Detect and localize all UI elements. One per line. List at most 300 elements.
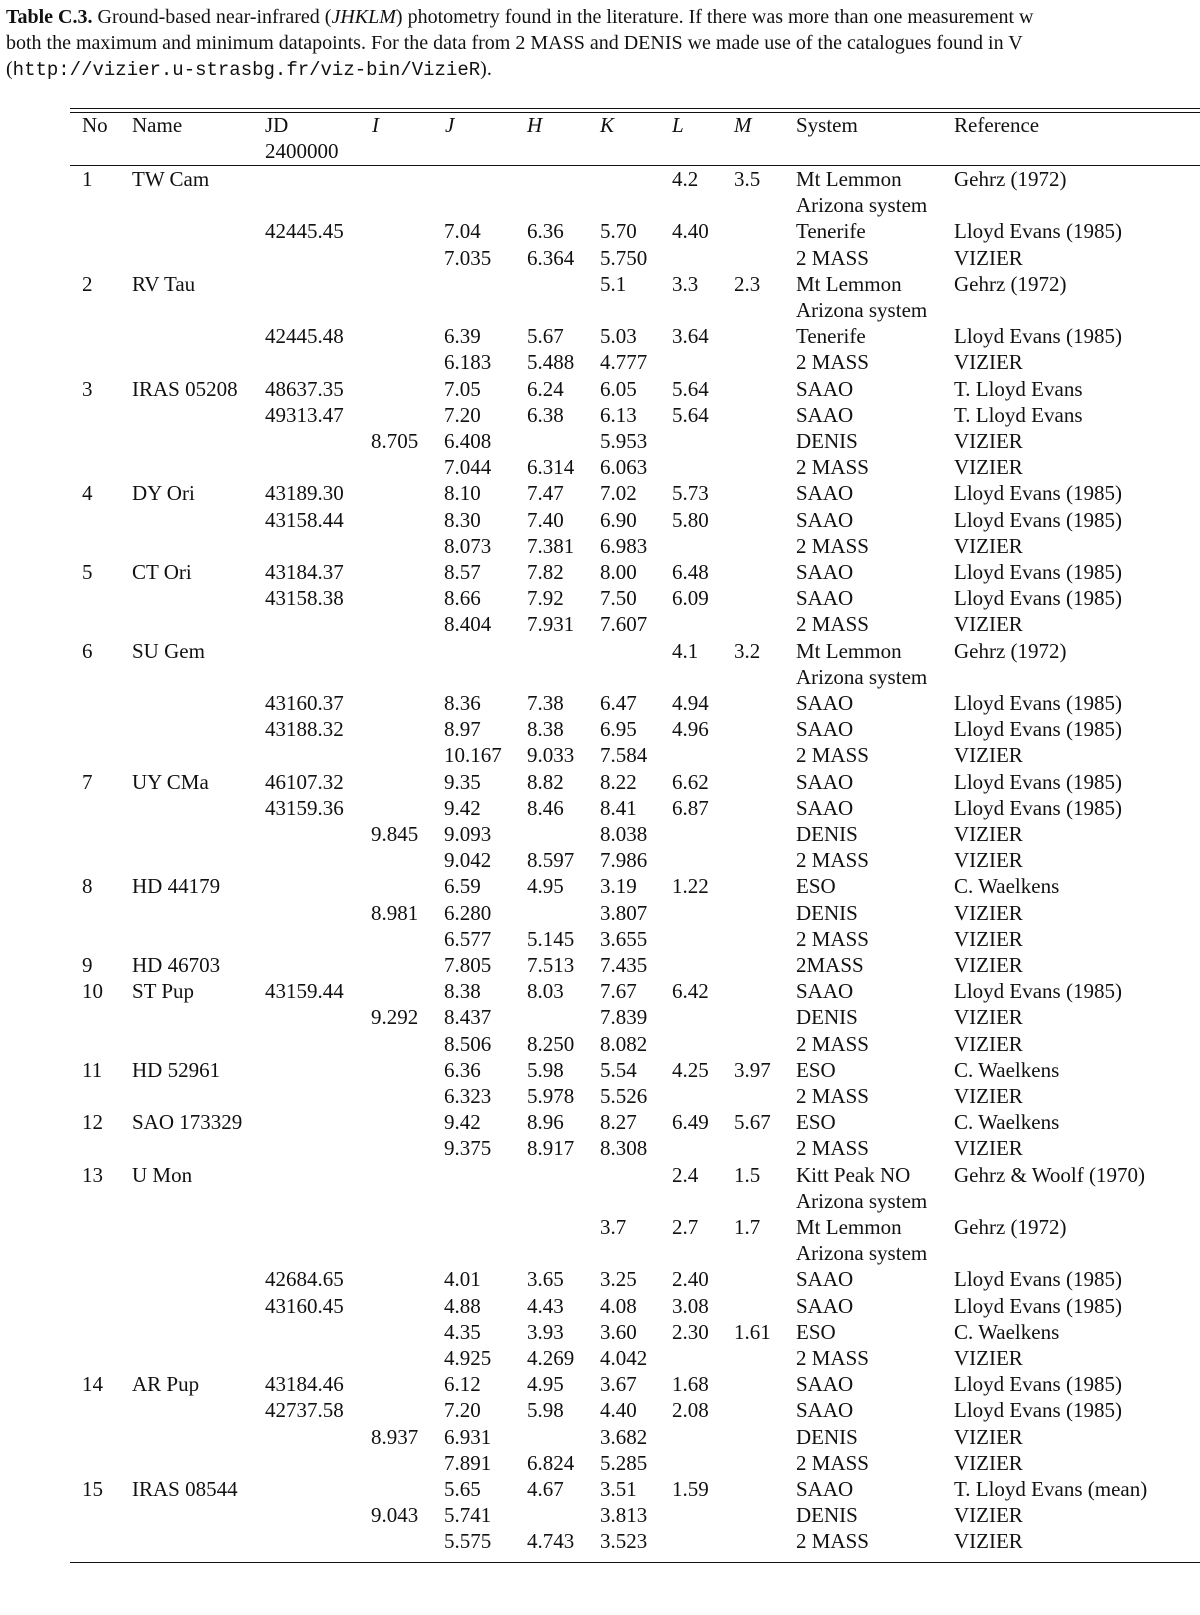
cell-h: 8.46 bbox=[527, 796, 564, 820]
cell-system: 2 MASS bbox=[796, 743, 869, 767]
cell-j: 6.280 bbox=[444, 901, 492, 925]
cell-k: 6.47 bbox=[600, 691, 637, 715]
cell-reference: VIZIER bbox=[954, 1503, 1023, 1527]
cell-j: 8.10 bbox=[444, 481, 481, 505]
caption-line-2: both the maximum and minimum datapoints. For the data from 2 MASS and DENIS we made use of the catalogues found in V bbox=[6, 32, 1023, 54]
cell-l: 4.1 bbox=[672, 639, 699, 663]
cell-m: 3.97 bbox=[734, 1058, 771, 1082]
cell-system: SAAO bbox=[796, 377, 854, 401]
caption-url[interactable]: http://vizier.u-strasbg.fr/viz-bin/VizieR bbox=[12, 59, 481, 81]
cell-reference: C. Waelkens bbox=[954, 874, 1060, 898]
cell-reference: T. Lloyd Evans bbox=[954, 377, 1083, 401]
cell-system: Arizona system bbox=[796, 1189, 928, 1213]
cell-k: 8.308 bbox=[600, 1136, 648, 1160]
cell-k: 5.54 bbox=[600, 1058, 637, 1082]
cell-j: 5.741 bbox=[444, 1503, 492, 1527]
cell-reference: VIZIER bbox=[954, 1136, 1023, 1160]
cell-jd: 43160.37 bbox=[265, 691, 344, 715]
cell-no: 6 bbox=[82, 639, 93, 663]
cell-k: 7.839 bbox=[600, 1005, 648, 1029]
cell-h: 8.597 bbox=[527, 848, 575, 872]
cell-h: 6.314 bbox=[527, 455, 575, 479]
cell-reference: VIZIER bbox=[954, 1005, 1023, 1029]
cell-system: 2 MASS bbox=[796, 1529, 869, 1553]
cell-l: 1.68 bbox=[672, 1372, 709, 1396]
cell-system: SAAO bbox=[796, 1372, 854, 1396]
cell-system: 2 MASS bbox=[796, 848, 869, 872]
cell-h: 8.250 bbox=[527, 1032, 575, 1056]
cell-h: 7.931 bbox=[527, 612, 575, 636]
cell-h: 8.03 bbox=[527, 979, 564, 1003]
cell-h: 7.47 bbox=[527, 481, 564, 505]
cell-m: 1.7 bbox=[734, 1215, 761, 1239]
cell-i: 9.043 bbox=[371, 1503, 419, 1527]
cell-l: 3.3 bbox=[672, 272, 699, 296]
cell-reference: Gehrz (1972) bbox=[954, 639, 1067, 663]
cell-j: 6.577 bbox=[444, 927, 492, 951]
cell-h: 6.38 bbox=[527, 403, 564, 427]
header-system: System bbox=[796, 113, 858, 137]
cell-reference: Lloyd Evans (1985) bbox=[954, 1267, 1122, 1291]
cell-reference: VIZIER bbox=[954, 743, 1023, 767]
cell-reference: Lloyd Evans (1985) bbox=[954, 324, 1122, 348]
cell-k: 5.1 bbox=[600, 272, 627, 296]
cell-name: TW Cam bbox=[132, 167, 210, 191]
cell-reference: Lloyd Evans (1985) bbox=[954, 1372, 1122, 1396]
cell-name: AR Pup bbox=[132, 1372, 200, 1396]
cell-reference: VIZIER bbox=[954, 848, 1023, 872]
cell-k: 5.03 bbox=[600, 324, 637, 348]
cell-l: 6.48 bbox=[672, 560, 709, 584]
cell-system: SAAO bbox=[796, 717, 854, 741]
cell-h: 4.95 bbox=[527, 1372, 564, 1396]
cell-j: 7.04 bbox=[444, 219, 481, 243]
header-jd: JD bbox=[265, 113, 289, 137]
cell-reference: VIZIER bbox=[954, 901, 1023, 925]
cell-h: 6.24 bbox=[527, 377, 564, 401]
cell-reference: Gehrz & Woolf (1970) bbox=[954, 1163, 1145, 1187]
cell-h: 6.36 bbox=[527, 219, 564, 243]
cell-jd: 43184.46 bbox=[265, 1372, 344, 1396]
cell-system: DENIS bbox=[796, 429, 858, 453]
cell-h: 5.978 bbox=[527, 1084, 575, 1108]
cell-m: 2.3 bbox=[734, 272, 761, 296]
cell-name: IRAS 05208 bbox=[132, 377, 238, 401]
cell-m: 1.5 bbox=[734, 1163, 761, 1187]
cell-jd: 46107.32 bbox=[265, 770, 344, 794]
cell-no: 15 bbox=[82, 1477, 103, 1501]
cell-j: 9.375 bbox=[444, 1136, 492, 1160]
cell-reference: Gehrz (1972) bbox=[954, 1215, 1067, 1239]
cell-reference: VIZIER bbox=[954, 927, 1023, 951]
cell-l: 4.40 bbox=[672, 219, 709, 243]
cell-i: 8.937 bbox=[371, 1425, 419, 1449]
cell-k: 6.90 bbox=[600, 508, 637, 532]
cell-k: 3.523 bbox=[600, 1529, 648, 1553]
cell-l: 1.59 bbox=[672, 1477, 709, 1501]
cell-k: 7.986 bbox=[600, 848, 648, 872]
cell-system: 2 MASS bbox=[796, 246, 869, 270]
caption-paren-open: ( bbox=[6, 58, 13, 80]
cell-reference: Lloyd Evans (1985) bbox=[954, 691, 1122, 715]
cell-k: 4.042 bbox=[600, 1346, 648, 1370]
cell-h: 7.38 bbox=[527, 691, 564, 715]
cell-k: 5.526 bbox=[600, 1084, 648, 1108]
cell-j: 7.20 bbox=[444, 403, 481, 427]
header-jd-offset: 2400000 bbox=[265, 139, 339, 163]
cell-jd: 43189.30 bbox=[265, 481, 344, 505]
cell-k: 6.063 bbox=[600, 455, 648, 479]
cell-reference: Lloyd Evans (1985) bbox=[954, 770, 1122, 794]
cell-reference: Lloyd Evans (1985) bbox=[954, 219, 1122, 243]
cell-h: 5.488 bbox=[527, 350, 575, 374]
header-i: I bbox=[372, 113, 379, 137]
cell-l: 3.64 bbox=[672, 324, 709, 348]
cell-system: SAAO bbox=[796, 1267, 854, 1291]
cell-reference: C. Waelkens bbox=[954, 1320, 1060, 1344]
cell-reference: T. Lloyd Evans (mean) bbox=[954, 1477, 1148, 1501]
cell-system: Arizona system bbox=[796, 193, 928, 217]
cell-no: 12 bbox=[82, 1110, 103, 1134]
cell-k: 7.02 bbox=[600, 481, 637, 505]
cell-j: 9.35 bbox=[444, 770, 481, 794]
cell-j: 8.404 bbox=[444, 612, 492, 636]
cell-h: 7.381 bbox=[527, 534, 575, 558]
table-bottom-rule bbox=[70, 1562, 1200, 1563]
cell-h: 5.145 bbox=[527, 927, 575, 951]
cell-k: 3.19 bbox=[600, 874, 637, 898]
cell-m: 3.5 bbox=[734, 167, 761, 191]
cell-k: 3.25 bbox=[600, 1267, 637, 1291]
cell-j: 4.925 bbox=[444, 1346, 492, 1370]
cell-name: RV Tau bbox=[132, 272, 196, 296]
cell-k: 4.40 bbox=[600, 1398, 637, 1422]
cell-no: 8 bbox=[82, 874, 93, 898]
cell-l: 5.73 bbox=[672, 481, 709, 505]
cell-reference: VIZIER bbox=[954, 455, 1023, 479]
cell-reference: Lloyd Evans (1985) bbox=[954, 979, 1122, 1003]
cell-h: 6.824 bbox=[527, 1451, 575, 1475]
cell-i: 8.981 bbox=[371, 901, 419, 925]
cell-no: 10 bbox=[82, 979, 103, 1003]
cell-system: SAAO bbox=[796, 691, 854, 715]
cell-j: 4.88 bbox=[444, 1294, 481, 1318]
cell-system: 2 MASS bbox=[796, 612, 869, 636]
cell-j: 5.65 bbox=[444, 1477, 481, 1501]
cell-j: 8.36 bbox=[444, 691, 481, 715]
cell-reference: Gehrz (1972) bbox=[954, 272, 1067, 296]
cell-h: 5.67 bbox=[527, 324, 564, 348]
cell-name: HD 52961 bbox=[132, 1058, 221, 1082]
cell-l: 6.87 bbox=[672, 796, 709, 820]
cell-jd: 49313.47 bbox=[265, 403, 344, 427]
cell-system: 2 MASS bbox=[796, 1136, 869, 1160]
cell-l: 3.08 bbox=[672, 1294, 709, 1318]
cell-h: 3.93 bbox=[527, 1320, 564, 1344]
cell-reference: VIZIER bbox=[954, 1084, 1023, 1108]
cell-h: 7.40 bbox=[527, 508, 564, 532]
cell-h: 7.82 bbox=[527, 560, 564, 584]
cell-reference: Lloyd Evans (1985) bbox=[954, 508, 1122, 532]
cell-k: 6.95 bbox=[600, 717, 637, 741]
cell-k: 5.285 bbox=[600, 1451, 648, 1475]
cell-l: 1.22 bbox=[672, 874, 709, 898]
cell-h: 4.67 bbox=[527, 1477, 564, 1501]
cell-j: 8.38 bbox=[444, 979, 481, 1003]
cell-reference: Lloyd Evans (1985) bbox=[954, 717, 1122, 741]
header-reference: Reference bbox=[954, 113, 1040, 137]
header-k: K bbox=[600, 113, 615, 137]
cell-reference: VIZIER bbox=[954, 246, 1023, 270]
cell-reference: C. Waelkens bbox=[954, 1110, 1060, 1134]
cell-l: 4.2 bbox=[672, 167, 699, 191]
cell-jd: 43159.44 bbox=[265, 979, 344, 1003]
cell-name: CT Ori bbox=[132, 560, 192, 584]
caption-text-2: ) photometry found in the literature. If there was more than one measurement w bbox=[395, 6, 1034, 28]
cell-k: 8.27 bbox=[600, 1110, 637, 1134]
cell-name: DY Ori bbox=[132, 481, 195, 505]
cell-k: 7.50 bbox=[600, 586, 637, 610]
cell-k: 8.22 bbox=[600, 770, 637, 794]
cell-j: 8.57 bbox=[444, 560, 481, 584]
cell-no: 4 bbox=[82, 481, 93, 505]
cell-k: 3.682 bbox=[600, 1425, 648, 1449]
cell-l: 2.7 bbox=[672, 1215, 699, 1239]
header-name: Name bbox=[132, 113, 183, 137]
cell-j: 8.66 bbox=[444, 586, 481, 610]
cell-reference: VIZIER bbox=[954, 1032, 1023, 1056]
header-h: H bbox=[527, 113, 543, 137]
cell-j: 4.01 bbox=[444, 1267, 481, 1291]
cell-j: 8.506 bbox=[444, 1032, 492, 1056]
cell-system: ESO bbox=[796, 1058, 836, 1082]
cell-j: 6.408 bbox=[444, 429, 492, 453]
cell-jd: 42445.48 bbox=[265, 324, 344, 348]
cell-h: 8.82 bbox=[527, 770, 564, 794]
cell-system: DENIS bbox=[796, 1503, 858, 1527]
cell-m: 3.2 bbox=[734, 639, 761, 663]
caption-paren-close: ). bbox=[480, 58, 492, 80]
caption-label: Table C.3. bbox=[6, 6, 93, 28]
cell-no: 11 bbox=[82, 1058, 103, 1082]
cell-reference: Lloyd Evans (1985) bbox=[954, 796, 1122, 820]
cell-reference: VIZIER bbox=[954, 350, 1023, 374]
cell-i: 9.845 bbox=[371, 822, 419, 846]
cell-no: 1 bbox=[82, 167, 93, 191]
cell-h: 9.033 bbox=[527, 743, 575, 767]
cell-l: 5.64 bbox=[672, 403, 709, 427]
cell-system: 2 MASS bbox=[796, 1346, 869, 1370]
cell-k: 4.08 bbox=[600, 1294, 637, 1318]
cell-reference: VIZIER bbox=[954, 534, 1023, 558]
cell-reference: VIZIER bbox=[954, 1529, 1023, 1553]
cell-jd: 42445.45 bbox=[265, 219, 344, 243]
cell-system: SAAO bbox=[796, 508, 854, 532]
cell-jd: 48637.35 bbox=[265, 377, 344, 401]
cell-system: DENIS bbox=[796, 1005, 858, 1029]
cell-k: 8.00 bbox=[600, 560, 637, 584]
cell-l: 5.64 bbox=[672, 377, 709, 401]
cell-no: 3 bbox=[82, 377, 93, 401]
cell-k: 3.60 bbox=[600, 1320, 637, 1344]
cell-name: ST Pup bbox=[132, 979, 195, 1003]
cell-system: DENIS bbox=[796, 1425, 858, 1449]
cell-jd: 42737.58 bbox=[265, 1398, 344, 1422]
cell-h: 7.92 bbox=[527, 586, 564, 610]
cell-reference: VIZIER bbox=[954, 612, 1023, 636]
cell-k: 3.655 bbox=[600, 927, 648, 951]
cell-system: Kitt Peak NO bbox=[796, 1163, 911, 1187]
cell-j: 6.12 bbox=[444, 1372, 481, 1396]
cell-system: SAAO bbox=[796, 481, 854, 505]
caption-text-1: Ground-based near-infrared ( bbox=[97, 6, 332, 28]
cell-k: 5.750 bbox=[600, 246, 648, 270]
cell-l: 2.08 bbox=[672, 1398, 709, 1422]
cell-k: 8.41 bbox=[600, 796, 637, 820]
cell-h: 8.917 bbox=[527, 1136, 575, 1160]
cell-l: 6.42 bbox=[672, 979, 709, 1003]
cell-name: U Mon bbox=[132, 1163, 193, 1187]
cell-reference: VIZIER bbox=[954, 1346, 1023, 1370]
cell-reference: Gehrz (1972) bbox=[954, 167, 1067, 191]
cell-h: 5.98 bbox=[527, 1058, 564, 1082]
cell-k: 7.607 bbox=[600, 612, 648, 636]
cell-reference: VIZIER bbox=[954, 1425, 1023, 1449]
caption-bands: JHKLM bbox=[331, 6, 396, 28]
cell-name: IRAS 08544 bbox=[132, 1477, 238, 1501]
cell-system: Mt Lemmon bbox=[796, 272, 902, 296]
cell-k: 8.038 bbox=[600, 822, 648, 846]
cell-i: 9.292 bbox=[371, 1005, 419, 1029]
cell-j: 7.035 bbox=[444, 246, 492, 270]
cell-j: 8.30 bbox=[444, 508, 481, 532]
cell-system: 2 MASS bbox=[796, 1084, 869, 1108]
cell-jd: 42684.65 bbox=[265, 1267, 344, 1291]
cell-j: 6.59 bbox=[444, 874, 481, 898]
cell-j: 8.073 bbox=[444, 534, 492, 558]
cell-jd: 43159.36 bbox=[265, 796, 344, 820]
cell-system: SAAO bbox=[796, 560, 854, 584]
cell-system: 2 MASS bbox=[796, 927, 869, 951]
cell-system: SAAO bbox=[796, 1398, 854, 1422]
cell-system: 2 MASS bbox=[796, 455, 869, 479]
cell-system: ESO bbox=[796, 1110, 836, 1134]
cell-no: 9 bbox=[82, 953, 93, 977]
cell-system: DENIS bbox=[796, 822, 858, 846]
cell-system: 2MASS bbox=[796, 953, 864, 977]
cell-system: Tenerife bbox=[796, 324, 866, 348]
cell-system: SAAO bbox=[796, 1477, 854, 1501]
cell-j: 6.931 bbox=[444, 1425, 492, 1449]
cell-h: 8.96 bbox=[527, 1110, 564, 1134]
cell-h: 6.364 bbox=[527, 246, 575, 270]
cell-reference: Lloyd Evans (1985) bbox=[954, 1398, 1122, 1422]
cell-reference: Lloyd Evans (1985) bbox=[954, 481, 1122, 505]
cell-name: HD 46703 bbox=[132, 953, 221, 977]
cell-i: 8.705 bbox=[371, 429, 419, 453]
cell-j: 9.093 bbox=[444, 822, 492, 846]
cell-system: SAAO bbox=[796, 586, 854, 610]
cell-system: Tenerife bbox=[796, 219, 866, 243]
cell-system: Mt Lemmon bbox=[796, 1215, 902, 1239]
cell-reference: T. Lloyd Evans bbox=[954, 403, 1083, 427]
cell-k: 3.7 bbox=[600, 1215, 627, 1239]
cell-system: Mt Lemmon bbox=[796, 639, 902, 663]
cell-l: 2.40 bbox=[672, 1267, 709, 1291]
cell-h: 4.43 bbox=[527, 1294, 564, 1318]
cell-no: 7 bbox=[82, 770, 93, 794]
cell-l: 6.09 bbox=[672, 586, 709, 610]
cell-k: 4.777 bbox=[600, 350, 648, 374]
cell-k: 7.435 bbox=[600, 953, 648, 977]
cell-j: 7.20 bbox=[444, 1398, 481, 1422]
cell-system: 2 MASS bbox=[796, 350, 869, 374]
cell-k: 6.05 bbox=[600, 377, 637, 401]
cell-j: 6.39 bbox=[444, 324, 481, 348]
header-no: No bbox=[82, 113, 108, 137]
cell-system: DENIS bbox=[796, 901, 858, 925]
cell-l: 4.94 bbox=[672, 691, 709, 715]
cell-reference: VIZIER bbox=[954, 822, 1023, 846]
cell-reference: VIZIER bbox=[954, 953, 1023, 977]
cell-system: 2 MASS bbox=[796, 534, 869, 558]
cell-no: 14 bbox=[82, 1372, 103, 1396]
cell-system: Arizona system bbox=[796, 1241, 928, 1265]
cell-k: 6.13 bbox=[600, 403, 637, 427]
cell-k: 3.807 bbox=[600, 901, 648, 925]
cell-l: 4.96 bbox=[672, 717, 709, 741]
cell-j: 10.167 bbox=[444, 743, 502, 767]
cell-h: 4.743 bbox=[527, 1529, 575, 1553]
cell-reference: Lloyd Evans (1985) bbox=[954, 586, 1122, 610]
cell-h: 5.98 bbox=[527, 1398, 564, 1422]
cell-system: ESO bbox=[796, 1320, 836, 1344]
cell-j: 9.42 bbox=[444, 1110, 481, 1134]
cell-j: 6.36 bbox=[444, 1058, 481, 1082]
cell-reference: VIZIER bbox=[954, 1451, 1023, 1475]
cell-system: ESO bbox=[796, 874, 836, 898]
cell-k: 3.813 bbox=[600, 1503, 648, 1527]
cell-system: Arizona system bbox=[796, 298, 928, 322]
cell-j: 7.891 bbox=[444, 1451, 492, 1475]
cell-k: 7.67 bbox=[600, 979, 637, 1003]
cell-j: 9.042 bbox=[444, 848, 492, 872]
cell-l: 2.4 bbox=[672, 1163, 699, 1187]
cell-j: 9.42 bbox=[444, 796, 481, 820]
cell-h: 7.513 bbox=[527, 953, 575, 977]
cell-m: 1.61 bbox=[734, 1320, 771, 1344]
cell-reference: Lloyd Evans (1985) bbox=[954, 560, 1122, 584]
cell-k: 6.983 bbox=[600, 534, 648, 558]
cell-l: 5.80 bbox=[672, 508, 709, 532]
cell-h: 4.269 bbox=[527, 1346, 575, 1370]
cell-reference: Lloyd Evans (1985) bbox=[954, 1294, 1122, 1318]
cell-system: SAAO bbox=[796, 403, 854, 427]
cell-reference: C. Waelkens bbox=[954, 1058, 1060, 1082]
cell-m: 5.67 bbox=[734, 1110, 771, 1134]
cell-j: 8.97 bbox=[444, 717, 481, 741]
cell-jd: 43158.38 bbox=[265, 586, 344, 610]
cell-no: 2 bbox=[82, 272, 93, 296]
cell-system: Mt Lemmon bbox=[796, 167, 902, 191]
cell-no: 5 bbox=[82, 560, 93, 584]
cell-system: SAAO bbox=[796, 1294, 854, 1318]
cell-name: SU Gem bbox=[132, 639, 205, 663]
cell-j: 6.183 bbox=[444, 350, 492, 374]
cell-h: 3.65 bbox=[527, 1267, 564, 1291]
cell-jd: 43184.37 bbox=[265, 560, 344, 584]
cell-k: 7.584 bbox=[600, 743, 648, 767]
